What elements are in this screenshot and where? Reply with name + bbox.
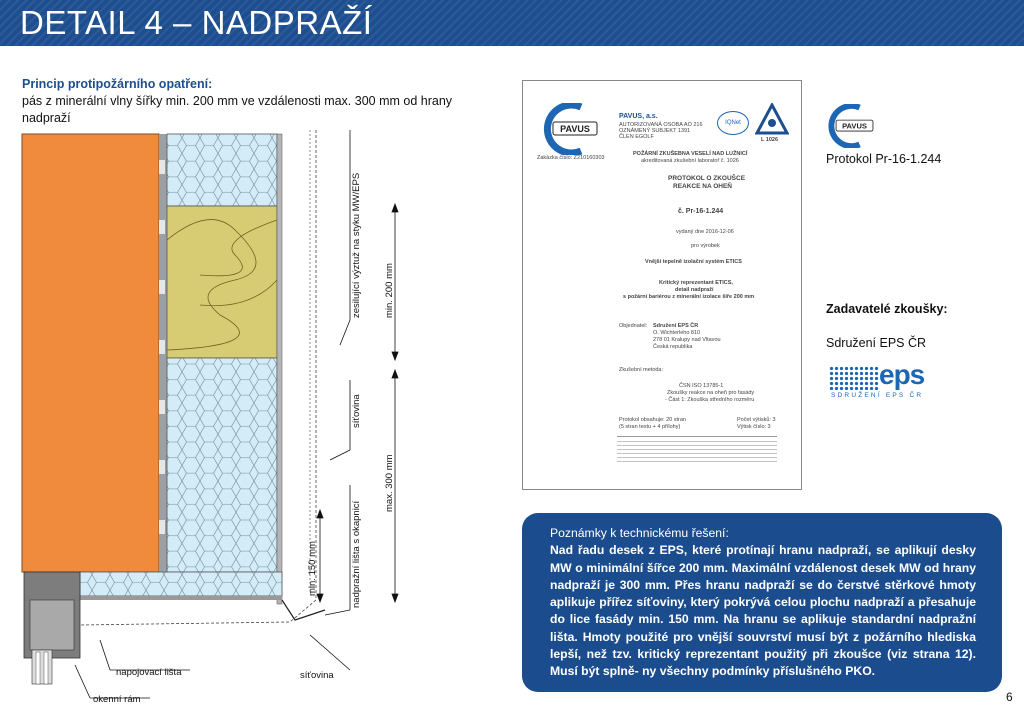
principle-title: Princip protipožárního opatření:	[22, 77, 213, 91]
page-title: DETAIL 4 – NADPRAŽÍ	[20, 4, 373, 41]
method-label: Zkušební metoda:	[619, 367, 664, 373]
lab-name: POŽÁRNÍ ZKUŠEBNA VESELÍ NAD LUŽNICÍ	[633, 151, 748, 157]
lab-sub: akreditovaná zkušební laboratoř č. 1026	[641, 158, 739, 164]
accreditation-logo	[755, 103, 789, 137]
render-layer	[277, 134, 282, 604]
technical-notes	[522, 513, 1002, 692]
report-footer-smalltext	[617, 441, 777, 463]
iqnet-logo: IQNet	[717, 111, 749, 135]
footer-line: Protokol obsahuje: 20 stran	[619, 417, 686, 423]
client-line: Česká republika	[653, 344, 693, 350]
doc-title-2: REAKCE NA OHEŇ	[673, 183, 732, 190]
report-company-line: ČLEN EGOLF	[619, 134, 654, 140]
footer-line: Výtisk číslo: 3	[737, 424, 771, 430]
doc-title-1: PROTOKOL O ZKOUŠCE	[668, 175, 746, 182]
client-name: Sdružení EPS ČR	[826, 336, 927, 350]
clients-title: Zadavatelé zkoušky:	[826, 302, 948, 316]
doc-repr-2: detail nadpraží	[675, 287, 714, 293]
wall	[22, 134, 159, 572]
header-bar	[0, 0, 1024, 46]
accreditation-number: L 1026	[761, 137, 779, 143]
pavus-logo-small	[826, 104, 878, 148]
label-reinforcement: zesilující výztuž na styku MW/EPS	[351, 172, 362, 318]
principle-text: pás z minerální vlny šířky min. 200 mm ve vzdálenosti max. 300 mm od hrany nadpraží	[22, 94, 453, 125]
doc-repr-1: Kritický reprezentant ETICS,	[659, 280, 733, 286]
section-drawing	[20, 130, 490, 710]
doc-issued: vydaný dne 2016-12-06	[676, 229, 734, 235]
pavus-logo-text: PAVUS	[560, 124, 590, 134]
client-line: Sdružení EPS ČR	[653, 323, 699, 329]
report-footer-rule	[617, 436, 777, 437]
doc-product: Vnější tepelně izolační systém ETICS	[645, 259, 742, 265]
footer-line: (5 stran textu + 4 přílohy)	[619, 424, 681, 430]
label-mesh-horizontal: síťovina	[300, 670, 334, 681]
label-min-150: min. 150 mm	[307, 541, 318, 596]
eps-logo-text: eps	[879, 359, 925, 390]
label-min-200: min. 200 mm	[384, 263, 395, 318]
eps-lower	[167, 358, 277, 572]
eps-logo-sub: SDRUŽENÍ EPS ČR	[831, 392, 924, 399]
order-number: Zakázka číslo: Z210160303	[537, 155, 605, 161]
client-line: 278 01 Kralupy nad Vltavou	[653, 337, 721, 343]
doc-repr-3: s požární bariérou z minerální izolace šíře 200 mm	[623, 294, 755, 300]
notes-title: Poznámky k technickému řešení:	[550, 526, 729, 540]
method-line: ČSN ISO 13785-1	[679, 383, 724, 389]
eps-lintel	[80, 572, 282, 596]
method-line: Zkoušky reakce na oheň pro fasády	[667, 390, 755, 396]
label-mesh-vertical: síťovina	[351, 394, 362, 428]
page-number: 6	[1006, 690, 1013, 704]
eps-logo-dots	[829, 366, 879, 390]
method-line: - Část 1: Zkouška středního rozměru	[665, 397, 755, 403]
client-label: Objednatel:	[619, 323, 648, 329]
pavus-logo	[541, 103, 603, 155]
report-company-line: AUTORIZOVANÁ OSOBA AO 216	[619, 122, 703, 128]
report-company: PAVUS, a.s.	[619, 113, 658, 120]
principle-block	[22, 76, 502, 127]
pavus-logo-small-text: PAVUS	[842, 121, 867, 131]
report-company-line: OZNÁMENÝ SUBJEKT 1391	[619, 128, 691, 134]
label-drip-bead: nadpražní lišta s okapnicí	[351, 500, 362, 608]
label-max-300: max. 300 mm	[384, 454, 395, 512]
client-line: O. Wichterleho 810	[653, 330, 701, 336]
notes-body: Nad řadu desek z EPS, které protínají hranu nadpraží, se aplikují desky MW o minimální šířce 200 mm. Maximální vzdálenost desek MW od hrany nadpraží je 300 mm. Přes hranu nadpraží se do čerstvé stěrkové hmoty aplikuje přířez síťoviny, který pokrývá celou plochu nadpraží a přesahuje do lice fasády min. 150 mm. Na hranu se aplikuje standardní nadpražní lišta. Hmoty použité pro vnější souvrství musí být z požárního hlediska lepší, než tzv. kritický reprezentant použitý při zkoušce (viz strana 12). Musí být splně- ny všechny podmínky příslušného PKO.	[550, 543, 976, 679]
eps-upper	[167, 134, 277, 206]
window-frame	[24, 572, 80, 684]
protocol-number: Protokol Pr-16-1.244	[826, 152, 942, 166]
doc-for: pro výrobek	[691, 243, 720, 249]
doc-number: č. Pr-16-1.244	[678, 208, 724, 215]
label-connection-bead: napojovací lišta	[116, 667, 182, 678]
label-window-frame: okenní rám	[93, 694, 141, 705]
test-report-document	[522, 80, 802, 490]
drip-bead	[282, 600, 325, 620]
footer-line: Počet výtisků: 3	[737, 417, 776, 423]
eps-logo	[829, 359, 933, 404]
